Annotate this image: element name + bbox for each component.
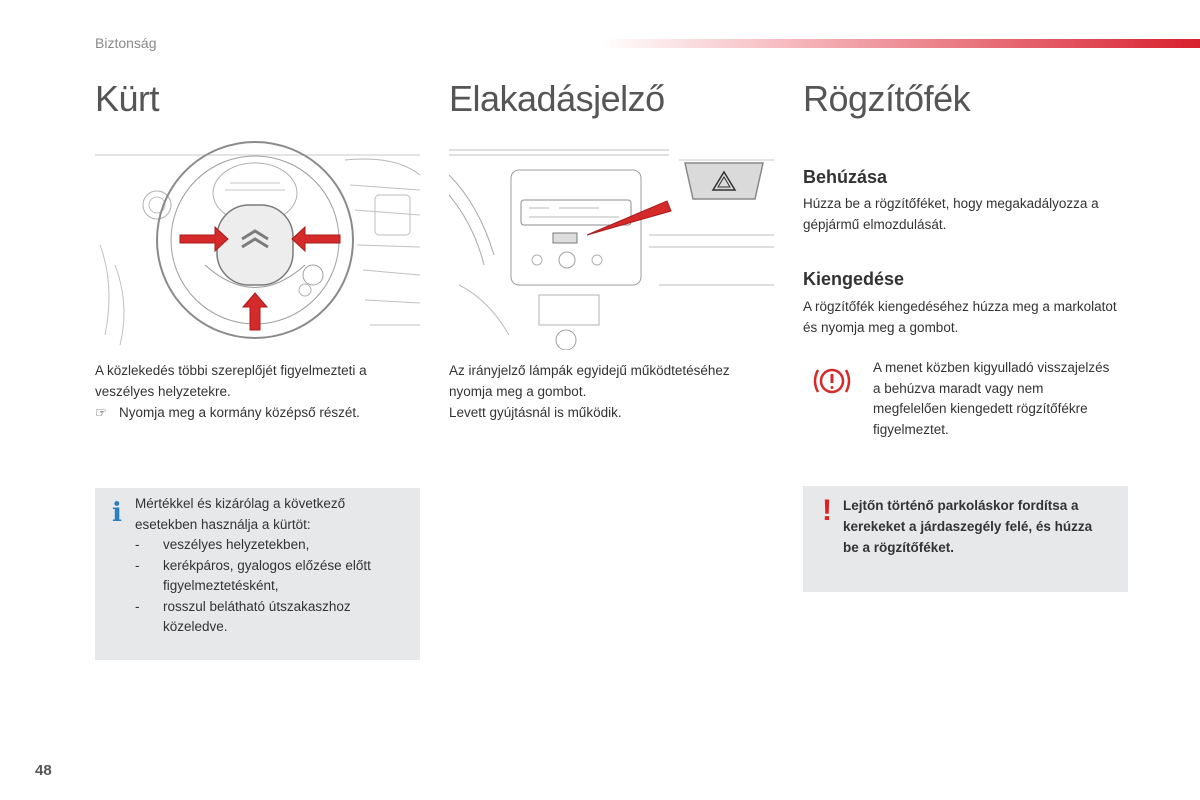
hazard-text (449, 360, 774, 423)
parking-brake-alert-text: A menet közben kigyulladó visszajelzés a behúzva maradt vagy nem megfelelően kiengedett rögzítőfékre figyelmeztet. (873, 360, 1110, 437)
parking-brake-warning-lamp-icon (812, 365, 852, 397)
info-list (135, 535, 410, 638)
apply-heading: Behúzása (803, 167, 888, 187)
list-item-text: kerékpáros, gyalogos előzése előtt figyelmeztetésként, (163, 557, 371, 593)
release-paragraph: A rögzítőfék kiengedéséhez húzza meg a markolatot és nyomja meg a gombot. (803, 299, 1117, 335)
info-text (135, 494, 410, 638)
list-item: - kerékpáros, gyalogos előzése előtt figyelmeztetésként, (135, 556, 410, 597)
pointing-hand-icon: ☞ (95, 405, 108, 420)
warning-exclamation-icon: ! (822, 494, 832, 527)
info-icon: i (112, 498, 122, 528)
warning-text: Lejtőn történő parkoláskor fordítsa a kerekeket a járdaszegély felé, és húzza be a rögzítőféket. (843, 498, 1093, 555)
list-item-text: rosszul belátható útszakaszhoz közeledve. (163, 598, 351, 634)
horn-description: A közlekedés többi szereplőjét figyelmezteti a veszélyes helyzetekre. (95, 363, 367, 399)
list-item: - rosszul belátható útszakaszhoz közeledve. (135, 597, 410, 638)
hazard-line-1: Az irányjelző lámpák egyidejű működtetéséhez nyomja meg a gombot. (449, 363, 730, 399)
apply-text (803, 193, 1133, 235)
release-text (803, 296, 1123, 338)
horn-text (95, 360, 415, 423)
horn-instruction: Nyomja meg a kormány középső részét. (119, 405, 360, 420)
list-item: - veszélyes helyzetekben, (135, 535, 410, 556)
page-number: 48 (35, 762, 52, 779)
parking-brake-title: Rögzítőfék (803, 78, 971, 119)
horn-instruction-line (95, 402, 415, 423)
apply-paragraph: Húzza be a rögzítőféket, hogy megakadályozza a gépjármű elmozdulását. (803, 196, 1099, 232)
hazard-title: Elakadásjelző (449, 78, 665, 119)
hazard-dashboard-illustration (449, 135, 774, 350)
steering-wheel-illustration (95, 135, 420, 350)
section-label: Biztonság (95, 35, 157, 51)
hazard-line-2: Levett gyújtásnál is működik. (449, 405, 622, 420)
release-heading: Kiengedése (803, 269, 905, 289)
horn-info-box (95, 488, 420, 660)
list-item-text: veszélyes helyzetekben, (163, 537, 310, 552)
header-accent-bar (600, 39, 1200, 48)
parking-warning-box (803, 486, 1128, 592)
horn-title: Kürt (95, 78, 160, 119)
info-intro: Mértékkel és kizárólag a következő esetekben használja a kürtöt: (135, 496, 346, 532)
